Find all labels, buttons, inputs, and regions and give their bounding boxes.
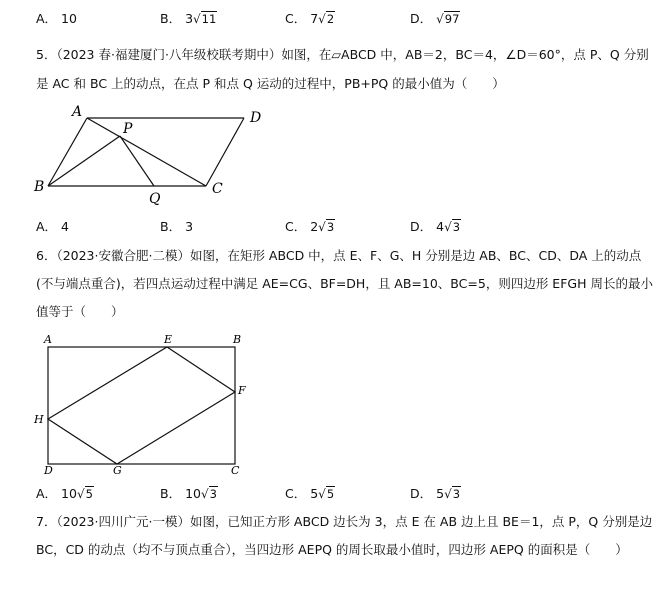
- sqrt-symbol: √5: [76, 487, 93, 501]
- q6-text-line1: 6．（2023·安徽合肥·二模）如图，在矩形 ABCD 中，点 E、F、G、H 分别是边 AB、BC、CD、DA 上的动点: [36, 248, 642, 263]
- sqrt-symbol: √3: [318, 220, 335, 234]
- q6-label-b: B: [233, 333, 242, 346]
- q6-text-line3: 值等于（ ）: [36, 304, 124, 319]
- q5-label-d: D: [250, 110, 262, 126]
- q6-label-c: C: [231, 464, 240, 477]
- sqrt-symbol: √3: [444, 220, 461, 234]
- q5-label-a: A: [72, 104, 83, 120]
- q5-option-d[interactable]: D． 4√3: [410, 219, 461, 234]
- sqrt-symbol: √11: [193, 12, 217, 26]
- q4-option-b[interactable]: B． 3√11: [160, 11, 217, 26]
- q4-option-d[interactable]: D． √97: [410, 11, 460, 26]
- q6-text-line2: (不与端点重合)，若四点运动过程中满足 AE=CG、BF=DH，且 AB=10、BC=5，则四边形 EFGH 周长的最小: [36, 276, 653, 291]
- q5-label-b: B: [34, 179, 45, 195]
- q4-option-c[interactable]: C． 7√2: [285, 11, 335, 26]
- q6-label-a: A: [44, 333, 52, 346]
- q6-label-h: H: [34, 413, 44, 426]
- sqrt-symbol: √3: [444, 487, 461, 501]
- q6-label-d: D: [44, 464, 53, 477]
- q6-label-g: G: [113, 464, 122, 477]
- q6-label-f: F: [238, 384, 246, 397]
- q7-text-line1: 7．（2023·四川广元·一模）如图，已知正方形 ABCD 边长为 3，点 E 在 AB 边上且 BE＝1，点 P，Q 分别是边: [36, 514, 653, 529]
- q4-option-a[interactable]: A． 10: [36, 11, 77, 26]
- q5-label-q: Q: [149, 191, 161, 207]
- q6-label-e: E: [164, 333, 173, 346]
- q5-option-b[interactable]: B． 3: [160, 219, 194, 234]
- q6-rectangle-figure: [30, 330, 260, 478]
- q5-label-c: C: [212, 181, 223, 197]
- q6-option-d[interactable]: D． 5√3: [410, 486, 461, 501]
- sqrt-symbol: √5: [318, 487, 335, 501]
- sqrt-symbol: √97: [436, 12, 460, 26]
- q6-option-c[interactable]: C． 5√5: [285, 486, 335, 501]
- q5-label-p: P: [123, 121, 133, 137]
- sqrt-symbol: √2: [318, 12, 335, 26]
- sqrt-symbol: √3: [200, 487, 217, 501]
- q5-option-c[interactable]: C． 2√3: [285, 219, 335, 234]
- q6-option-a[interactable]: A． 10√5: [36, 486, 93, 501]
- q5-parallelogram-figure: [30, 100, 280, 210]
- q5-text-line2: 是 AC 和 BC 上的动点，在点 P 和点 Q 运动的过程中，PB+PQ 的最小值为（ ）: [36, 76, 505, 91]
- q5-option-a[interactable]: A． 4: [36, 219, 69, 234]
- q5-text-line1: 5．（2023 春·福建厦门·八年级校联考期中）如图，在▱ABCD 中，AB＝2，BC＝4，∠D＝60°，点 P、Q 分别: [36, 47, 649, 62]
- q6-option-b[interactable]: B． 10√3: [160, 486, 217, 501]
- q7-text-line2: BC，CD 的动点（均不与顶点重合），当四边形 AEPQ 的周长取最小值时，四边形 AEPQ 的面积是（ ）: [36, 542, 628, 557]
